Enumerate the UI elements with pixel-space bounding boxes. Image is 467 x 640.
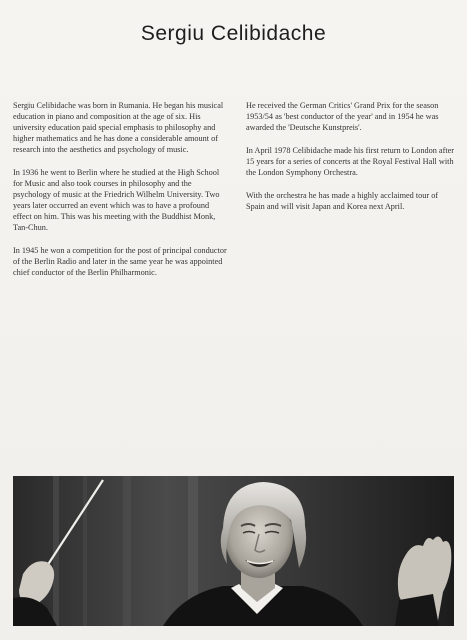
paragraph-berlin-studies: In 1936 he went to Berlin where he studied at the High School for Music and also took courses in philosophy and the psychology of music at the Friedrich Wilhelm University. Two years later occurred an event which was to have a profound effect on him. This was his meeting with the Buddhist Monk, Tan-Chun. [13,168,220,232]
paragraph-tour: With the orchestra he has made a highly acclaimed tour of Spain and will visit Japan and Korea next April. [246,191,439,211]
paragraph-early-life: Sergiu Celibidache was born in Rumania. He began his musical education in piano and composition at the age of six. His university education paid special emphasis to philosophy and higher mathematics and he has done a considerable amount of research into the aesthetics and psychology of music. [13,101,224,154]
page-title: Sergiu Celibidache [140,22,327,46]
paragraph-london-return: In April 1978 Celibidache made his first return to London after 15 years for a series of concerts at the Royal Festival Hall with the London Symphony Orchestra. [246,146,455,177]
biography-left-column [13,100,227,290]
biography-right-column [246,100,456,224]
paragraph-berlin-philharmonic: In 1945 he won a competition for the post of principal conductor of the Berlin Radio and later in the same year he was appointed chief conductor of the Berlin Philharmonic. [13,246,227,277]
conductor-photograph [13,476,454,626]
paragraph-awards: He received the German Critics' Grand Prix for the season 1953/54 as 'best conductor of the year' and in 1954 he was awarded the 'Deutsche Kunstpreis'. [246,101,439,132]
